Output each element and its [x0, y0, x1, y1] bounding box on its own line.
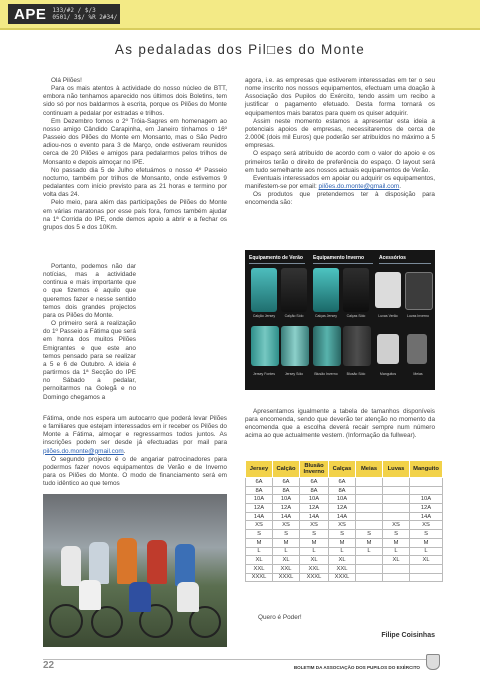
size-table-cell: 6A — [300, 478, 329, 487]
bike-wheel — [49, 604, 83, 638]
size-table-cell: 14A — [329, 512, 356, 521]
right-column-top — [245, 77, 435, 208]
size-table-cell: L — [383, 547, 410, 556]
paragraph: O segundo projecto é o de angariar patrocinadores para podermos fazer novos equipamentos de Verão e de Inverno para os Pilões do Monte. O modo de financiamento será em tudo idêntico ao que temos — [43, 455, 227, 488]
size-table-cell: XS — [329, 521, 356, 530]
size-table-cell: 8A — [273, 486, 300, 495]
size-table-cell — [356, 556, 383, 565]
size-table-row — [246, 530, 443, 539]
paragraph: Para os mais atentos à actividade do nosso núcleo de BTT, embora não tenhamos aparecido nos últimos dois Boletins, tem sido só por nos baldarmos à escrita, porque os Pilões do Monte continuam a pedalar por estradas e trilhos. — [43, 85, 227, 117]
size-table — [245, 460, 443, 582]
size-table-row — [246, 547, 443, 556]
size-table-cell: XS — [273, 521, 300, 530]
paragraph: agora, i.e. as empresas que estiverem interessadas em ter o seu nome inscrito nos nossos equipamentos, efectuam uma doação à Associação dos Pupilos do Exército, tendo assim um recibo a justificar o pagamento efetuado. Desta forma tornará os equipamentos mais baratos para quem os quiser adquirir. — [245, 77, 435, 117]
size-table-cell: 12A — [246, 504, 273, 513]
size-table-cell — [356, 504, 383, 513]
cyclist — [147, 540, 167, 584]
size-table-cell: 14A — [273, 512, 300, 521]
association-crest-icon — [426, 654, 440, 670]
footer-rule — [43, 659, 435, 660]
size-table-row — [246, 521, 443, 530]
product-label: Calças Jersey — [315, 314, 337, 318]
size-table-cell: 8A — [329, 486, 356, 495]
size-table-row — [246, 512, 443, 521]
cyclist-illustration — [140, 262, 227, 412]
product-label: Blusão Sólo — [346, 372, 366, 376]
size-table-cell: XL — [329, 556, 356, 565]
paragraph: Assim neste momento estamos a apresentar esta ideia a potenciais apoios de empresas, necessitaremos de cerca de 2.000€ (dois mil Euros) que poderão ser atribuídos no máximo a 5 empresas. — [245, 117, 435, 150]
group-photo — [43, 494, 227, 647]
cyclist — [129, 582, 151, 612]
size-table-cell — [410, 564, 443, 573]
closing-line: Quero é Poder! — [258, 614, 302, 621]
cyclist — [61, 546, 81, 586]
product-label: Luvas Inverno — [407, 314, 429, 318]
cyclist — [177, 582, 199, 612]
size-table-row — [246, 556, 443, 565]
section-code-1: 133/#2 / $/3 — [52, 7, 96, 14]
size-table-cell — [356, 486, 383, 495]
paragraph: No passado dia 5 de Julho efetuámos o nosso 4º Passeio nocturno, também por trilhos de Monsanto, onde estivemos 9 pedalantes com início previsto para as 21 horas e termino por volta das 24. — [43, 166, 227, 199]
product-image — [343, 268, 369, 312]
size-table-cell: XL — [273, 556, 300, 565]
size-table-cell: XXXL — [273, 573, 300, 582]
size-table-cell — [356, 512, 383, 521]
cyclist — [175, 544, 195, 586]
product-image — [281, 326, 309, 366]
paragraph: O espaço será atribuído de acordo com o valor do apoio e os primeiros terão o direito de preferência do espaço. O layout será em tudo semelhante aos nossos actuais equipamentos de Verão. — [245, 150, 435, 174]
publication-name: BOLETIM DA ASSOCIAÇÃO DOS PUPILOS DO EXÉRCITO — [293, 665, 420, 670]
product-label: Calção Sólo — [284, 314, 304, 318]
size-table-cell: M — [300, 538, 329, 547]
size-table-cell: 14A — [410, 512, 443, 521]
size-table-cell: M — [383, 538, 410, 547]
size-table-cell: M — [329, 538, 356, 547]
size-table-cell: XXL — [246, 564, 273, 573]
right-column-middle — [245, 408, 435, 441]
product-image — [405, 272, 433, 310]
cyclist — [89, 542, 109, 584]
size-table-cell: S — [383, 530, 410, 539]
left-column-narrow — [43, 263, 136, 402]
size-table-row — [246, 573, 443, 582]
size-table-row — [246, 504, 443, 513]
product-image — [343, 326, 371, 366]
product-image — [375, 272, 401, 308]
size-table-header-row — [246, 461, 443, 478]
size-table-cell — [383, 504, 410, 513]
size-table-row — [246, 495, 443, 504]
size-table-cell: XS — [410, 521, 443, 530]
size-table-cell: L — [273, 547, 300, 556]
product-image — [251, 326, 279, 366]
size-table-cell — [356, 495, 383, 504]
size-table-cell: M — [356, 538, 383, 547]
section-tag — [8, 4, 120, 24]
catalog-header-accessories: Acessórios — [379, 255, 431, 264]
product-label: Luvas Verão — [378, 314, 398, 318]
size-table-cell: 6A — [329, 478, 356, 487]
product-image — [281, 268, 307, 312]
section-code-2: 0501/ 3$/ %R 2#34/ — [52, 14, 118, 21]
size-table-header: Blusão Inverno — [300, 461, 329, 478]
size-table-cell: XL — [410, 556, 443, 565]
size-table-cell: 12A — [410, 504, 443, 513]
size-table-header: Calças — [329, 461, 356, 478]
size-table-cell — [383, 512, 410, 521]
size-table-cell: XL — [300, 556, 329, 565]
size-table-row — [246, 478, 443, 487]
email-link[interactable]: pilões.do.monte@gmail.com — [43, 447, 124, 455]
size-table-cell — [383, 495, 410, 504]
bike-wheel — [91, 606, 123, 638]
size-table-row — [246, 564, 443, 573]
left-column-bottom — [43, 415, 227, 488]
product-image — [313, 326, 341, 366]
product-label: Manguitos — [379, 372, 397, 376]
size-table-cell — [410, 478, 443, 487]
size-table-cell: L — [329, 547, 356, 556]
article-title: As pedaladas dos Pil□es do Monte — [114, 42, 366, 57]
paragraph: Os produtos que pretendemos ter à disposição para encomenda são: — [245, 191, 435, 207]
size-table-cell: 6A — [273, 478, 300, 487]
size-table-cell: XXXL — [300, 573, 329, 582]
size-table-cell: L — [410, 547, 443, 556]
size-table-cell: L — [356, 547, 383, 556]
size-table-cell: 8A — [246, 486, 273, 495]
size-table-cell: M — [410, 538, 443, 547]
size-table-cell: XL — [246, 556, 273, 565]
size-table-cell: S — [246, 530, 273, 539]
size-table-row — [246, 486, 443, 495]
size-table-cell — [383, 573, 410, 582]
cyclist — [79, 580, 101, 610]
size-table-cell — [356, 573, 383, 582]
email-link[interactable]: pilões.do.monte@gmail.com — [318, 183, 400, 191]
size-table-header: Manguito — [410, 461, 443, 478]
size-table-cell: S — [356, 530, 383, 539]
product-label: Blusão Inverno — [314, 372, 338, 376]
paragraph: Em Dezembro fomos o 2º Tróia-Sagres em homenagem ao nosso amigo Cândido Carapinha, em Janeiro tínhamos o 16º Passeio dos Pilões do Monte em Monsanto, mas o São Pedro adiou-nos o evento para 3 de Março, onde estiveram reunidos cerca de 20 Pilões e amigos para pedalarmos pelos trilhos de Monsanto e depois almoçar no IPE. — [43, 117, 227, 166]
size-table-cell: 10A — [246, 495, 273, 504]
size-table-cell: 10A — [410, 495, 443, 504]
product-image — [377, 334, 399, 364]
size-table-cell: 12A — [329, 504, 356, 513]
size-table-cell: 6A — [246, 478, 273, 487]
size-table-cell — [356, 478, 383, 487]
product-label: Jersey Sólo — [284, 372, 304, 376]
size-table-cell: 10A — [273, 495, 300, 504]
size-table-cell: XXXL — [329, 573, 356, 582]
size-table-cell: 14A — [246, 512, 273, 521]
size-table-cell: XXL — [329, 564, 356, 573]
size-table-cell: L — [300, 547, 329, 556]
page-number: 22 — [43, 660, 55, 671]
product-image — [407, 334, 427, 364]
size-table-cell: 14A — [300, 512, 329, 521]
size-table-cell — [383, 564, 410, 573]
paragraph: Portanto, podemos não dar notícias, mas a actividade continua e mais importante que o que fizemos é aquilo que queremos fazer e nesse sentido temos dois grandes projectos para os Pilões do Monte. — [43, 263, 136, 319]
paragraph: Olá Pilões! — [51, 77, 82, 84]
product-label: Meias — [413, 372, 423, 376]
size-table-cell: S — [329, 530, 356, 539]
left-column-top — [43, 77, 227, 232]
size-table-header: Calção — [273, 461, 300, 478]
size-table-header: Meias — [356, 461, 383, 478]
equipment-catalog — [245, 250, 435, 390]
size-table-cell: L — [246, 547, 273, 556]
product-label: Calças Sólo — [346, 314, 366, 318]
cyclist — [117, 538, 137, 584]
size-table-cell: XL — [383, 556, 410, 565]
section-name: APE — [14, 5, 47, 23]
paragraph: Apresentamos igualmente a tabela de tamanhos disponíveis para encomenda, sendo que deverão ter atenção no momento da encomenda que a escolha deverá recair sempre num número acima ao que actualmente vestem. (Informação da fullwear). — [245, 408, 435, 440]
size-table-header: Jersey — [246, 461, 273, 478]
size-table-cell: XXXL — [246, 573, 273, 582]
size-table-cell — [356, 521, 383, 530]
size-table-cell: 10A — [300, 495, 329, 504]
size-table-cell — [410, 573, 443, 582]
author-signature: Filipe Coisinhas — [381, 632, 435, 639]
paragraph: Pelo meio, para além das participações de Pilões do Monte em várias maratonas por esse país fora, fomos também ajudar na 1ª Corrida do IPE, onde demos apoio a abrir e a fechar os grupos dos 5 e dos 10Km. — [43, 199, 227, 231]
size-table-cell: S — [273, 530, 300, 539]
paragraph: Eventuais interessados em apoiar ou adquirir os equipamentos, manifestem-se por email: pilões.do.monte@gmail.com. — [245, 174, 435, 191]
section-codes — [52, 7, 117, 21]
size-table-cell: XS — [246, 521, 273, 530]
size-table-cell: S — [410, 530, 443, 539]
size-table-cell — [383, 486, 410, 495]
header-rule — [0, 28, 480, 30]
size-table-cell: XXL — [273, 564, 300, 573]
size-table-cell: 10A — [329, 495, 356, 504]
size-table-cell: 12A — [273, 504, 300, 513]
size-table-header: Luvas — [383, 461, 410, 478]
product-label: Calção Jersey — [252, 314, 276, 318]
product-image — [313, 268, 339, 312]
size-table-cell: M — [273, 538, 300, 547]
size-table-cell: 12A — [300, 504, 329, 513]
size-table-cell: XS — [300, 521, 329, 530]
size-table-cell: M — [246, 538, 273, 547]
catalog-header-summer: Equipamento de Verão — [249, 255, 305, 264]
size-table-cell: 8A — [300, 486, 329, 495]
size-table-cell: XXL — [300, 564, 329, 573]
size-table-cell — [356, 564, 383, 573]
product-image — [251, 268, 277, 312]
catalog-header-winter: Equipamento Inverno — [313, 255, 373, 264]
size-table-cell: S — [300, 530, 329, 539]
size-table-row — [246, 538, 443, 547]
size-table-cell: XS — [383, 521, 410, 530]
product-label: Jersey Fontes — [253, 372, 275, 376]
size-table-cell — [410, 486, 443, 495]
paragraph: O primeiro será a realização do 1º Passeio a Fátima que será em honra dos muitos Pilões Emigrantes e que este ano temos pensado para se realizar a 5 e 6 de Outubro. A ideia é partirmos da 1ª Secção do IPE no Sábado a pedalar, pernoitarmos na Golegã e no Domingo chegamos a — [43, 320, 136, 401]
paragraph: Fátima, onde nos espera um autocarro que poderá levar Pilões e familiares que estejam interessados em ir receber os Pilões do Monte a Fátima, almoçar e regressarmos todos juntos. As inscrições podem ser desde já efectuadas por mail para pilões.do.monte@gmail.com. — [43, 415, 227, 455]
size-table-cell — [383, 478, 410, 487]
